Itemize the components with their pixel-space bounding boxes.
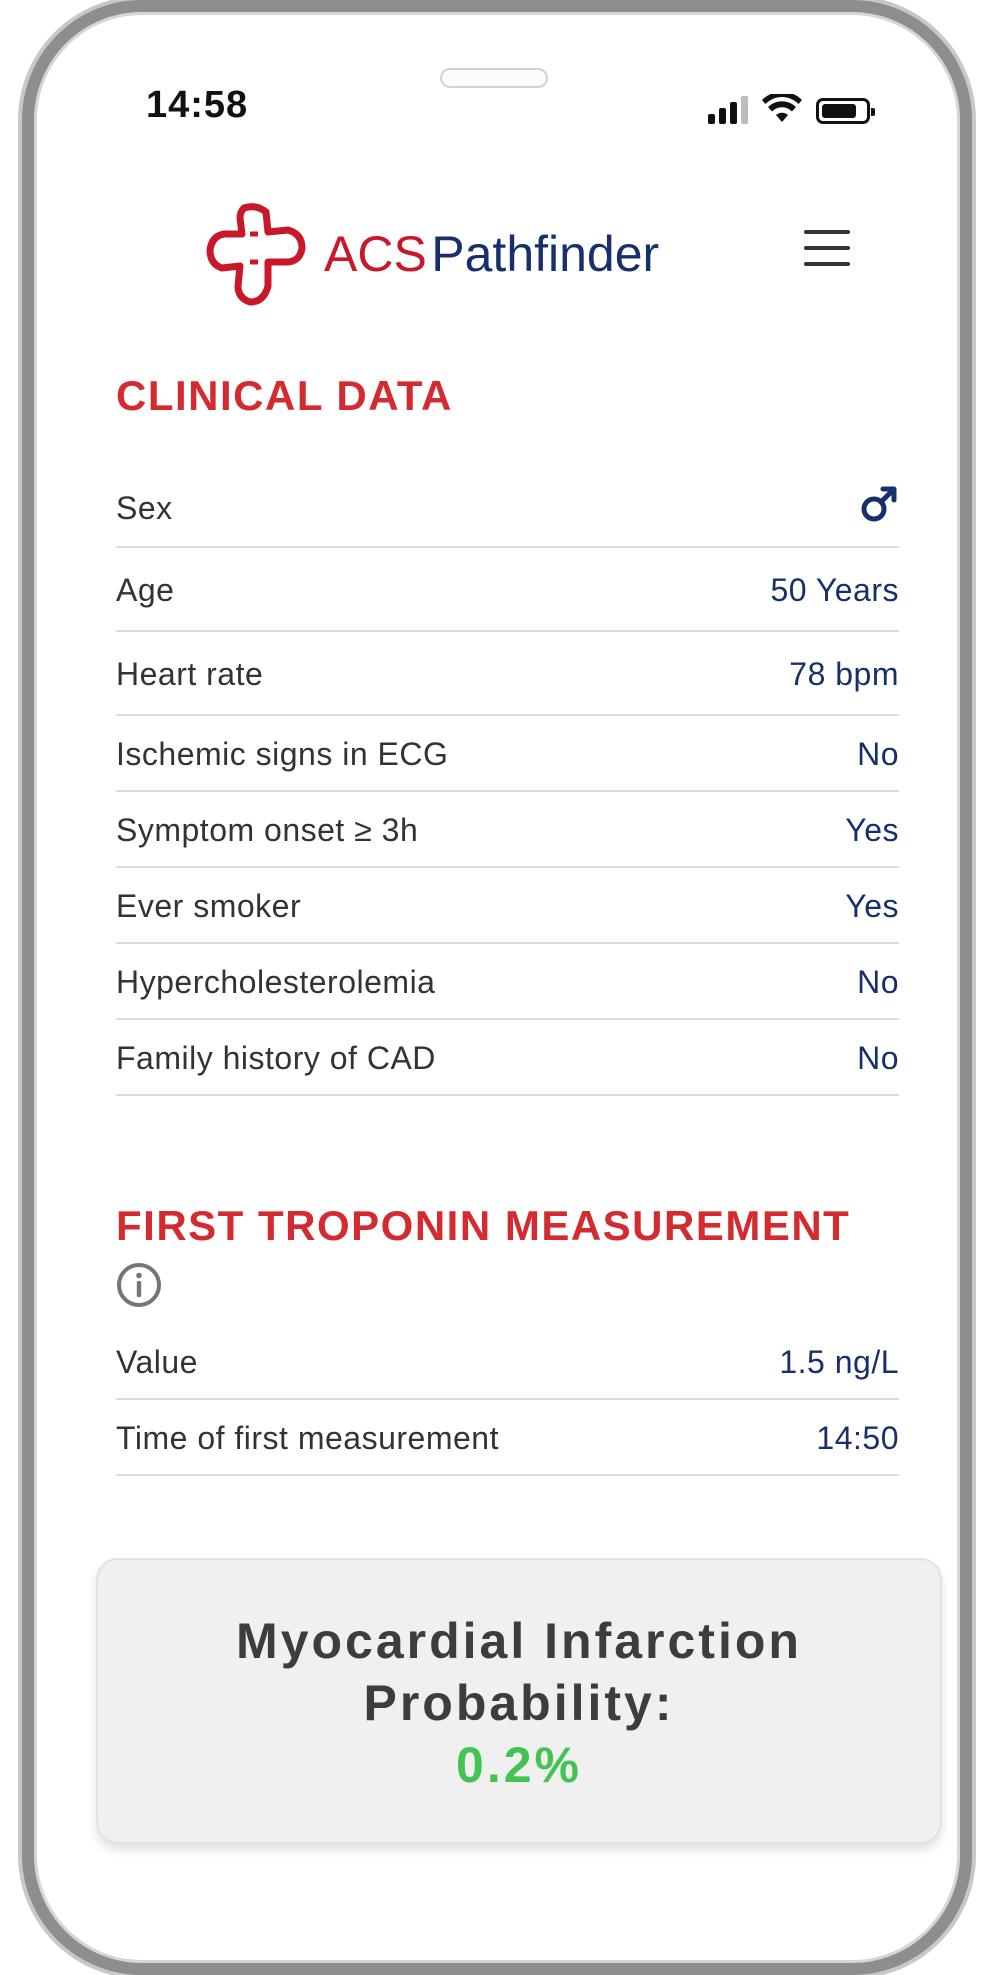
row-label: Age xyxy=(116,571,175,608)
clinical-row-ever-smoker[interactable] xyxy=(116,868,899,944)
clinical-row-heart-rate[interactable] xyxy=(116,632,899,716)
phone-frame xyxy=(22,0,972,1975)
app-logo[interactable] xyxy=(206,202,659,306)
row-value: No xyxy=(857,963,899,1000)
troponin-row-time[interactable] xyxy=(116,1400,899,1476)
hamburger-icon[interactable] xyxy=(804,230,850,266)
male-icon xyxy=(859,484,899,524)
row-value: No xyxy=(857,735,899,772)
row-label: Time of first measurement xyxy=(116,1419,499,1456)
troponin-row-value[interactable] xyxy=(116,1324,899,1400)
battery-icon xyxy=(816,98,870,124)
row-label: Ever smoker xyxy=(116,887,302,924)
result-title: Myocardial Infarction Probability: xyxy=(236,1613,802,1731)
clinical-row-sex[interactable] xyxy=(116,488,899,548)
troponin-list xyxy=(116,1324,899,1476)
clinical-row-age[interactable] xyxy=(116,548,899,632)
app-header xyxy=(34,202,960,312)
logo-cross-icon xyxy=(206,202,306,306)
row-value: Yes xyxy=(845,887,899,924)
clinical-row-family-history[interactable] xyxy=(116,1020,899,1096)
clinical-row-hypercholesterolemia[interactable] xyxy=(116,944,899,1020)
row-value: 14:50 xyxy=(816,1419,899,1456)
row-label: Family history of CAD xyxy=(116,1039,436,1076)
clinical-row-symptom-onset[interactable] xyxy=(116,792,899,868)
result-probability-value: 0.2% xyxy=(456,1737,582,1793)
row-label: Value xyxy=(116,1343,198,1380)
cellular-signal-icon xyxy=(708,96,748,124)
row-label: Ischemic signs in ECG xyxy=(116,735,449,772)
main-content xyxy=(116,372,899,1476)
wifi-icon xyxy=(762,94,802,124)
speaker-pill xyxy=(440,68,548,88)
row-label: Symptom onset ≥ 3h xyxy=(116,811,419,848)
logo-brand-acs: ACS xyxy=(324,226,427,282)
row-label: Heart rate xyxy=(116,655,264,692)
row-value: 78 bpm xyxy=(789,655,899,692)
result-card xyxy=(96,1558,942,1844)
row-value: Yes xyxy=(845,811,899,848)
app-screen xyxy=(34,12,960,1963)
clinical-data-list xyxy=(116,488,899,1096)
row-value: 1.5 ng/L xyxy=(779,1343,899,1380)
clinical-data-title: CLINICAL DATA xyxy=(116,372,453,419)
row-value: 50 Years xyxy=(770,571,899,608)
logo-brand-name: Pathfinder xyxy=(431,226,660,282)
row-label: Sex xyxy=(116,490,173,526)
info-icon[interactable] xyxy=(116,1262,162,1308)
troponin-title: FIRST TROPONIN MEASUREMENT xyxy=(116,1202,851,1249)
status-time: 14:58 xyxy=(146,84,249,126)
status-icons xyxy=(708,90,870,124)
row-value: No xyxy=(857,1039,899,1076)
troponin-section xyxy=(116,1202,899,1476)
clinical-row-ischemic-signs[interactable] xyxy=(116,716,899,792)
row-label: Hypercholesterolemia xyxy=(116,963,436,1000)
